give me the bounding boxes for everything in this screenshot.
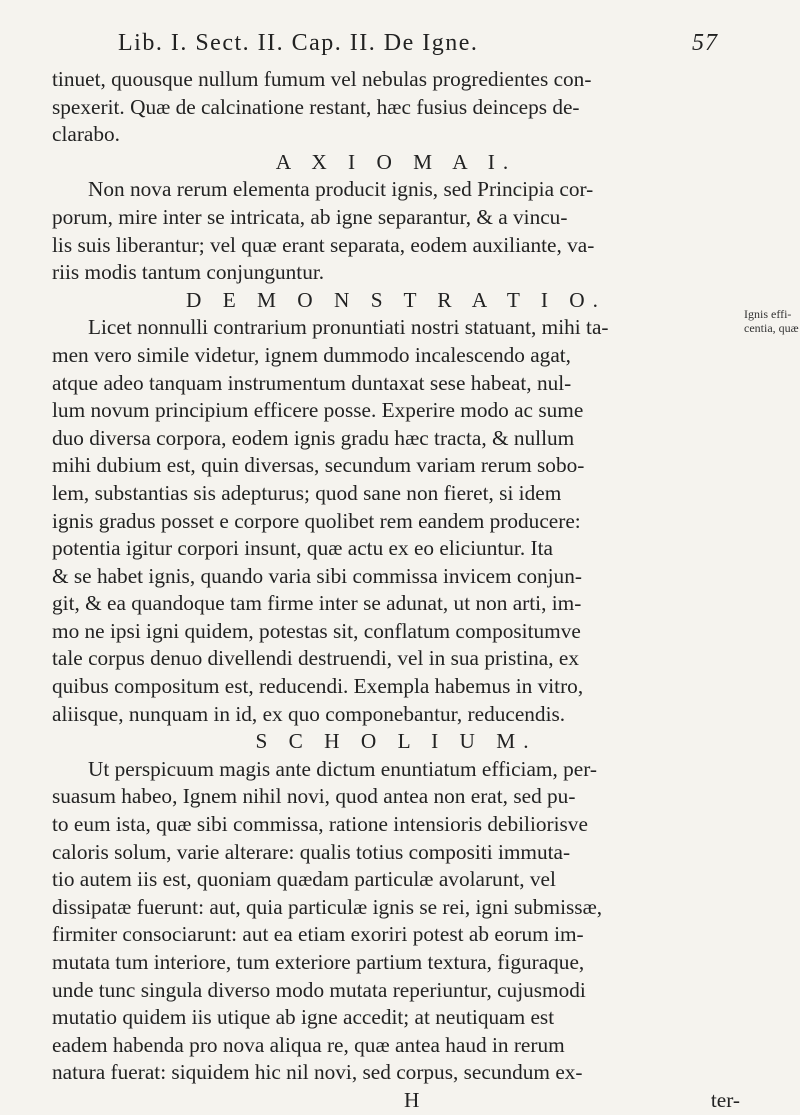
text-line: dissipatæ fuerunt: aut, quia particulæ ignis se rei, igni submissæ, xyxy=(52,894,603,919)
signature-mark: H xyxy=(404,1087,422,1112)
text-line: mo ne ipsi igni quidem, potestas sit, conflatum compositumve xyxy=(52,618,581,643)
text-line: porum, mire inter se intricata, ab igne separantur, & a vincu- xyxy=(52,204,568,229)
text-line: lum novum principium efficere posse. Experire modo ac sume xyxy=(52,398,584,423)
scholium-heading: S C H O L I U M. xyxy=(255,729,537,754)
text-line: ignis gradus posset e corpore quolibet rem eandem producere: xyxy=(52,508,581,533)
text-line: mutatio quidem iis utique ab igne accedit; at neutiquam est xyxy=(52,1005,555,1030)
text-line: riis modis tantum conjunguntur. xyxy=(52,260,325,285)
text-line: Ut perspicuum magis ante dictum enuntiatum efficiam, per- xyxy=(88,756,597,781)
text-line: tinuet, quousque nullum fumum vel nebulas progredientes con- xyxy=(52,67,592,91)
text-line: tale corpus denuo divellendi destruendi, vel in sua pristina, ex xyxy=(52,646,579,671)
text-line: clarabo. xyxy=(52,122,120,147)
text-line: spexerit. Quæ de calcinatione restant, hæc fusius deinceps de- xyxy=(52,94,580,119)
text-line: unde tunc singula diverso modo mutata reperiuntur, cujusmodi xyxy=(52,977,586,1002)
text-line: potentia igitur corpori insunt, quæ actu ex eo eliciuntur. Ita xyxy=(52,536,553,561)
text-line: duo diversa corpora, eodem ignis gradu hæc tracta, & nullum xyxy=(52,425,575,450)
body-text xyxy=(52,66,740,1115)
text-line: to eum ista, quæ sibi commissa, ratione intensioris debiliorisve xyxy=(52,812,588,837)
margin-note: Ignis effi- centia, quæ xyxy=(744,307,799,335)
text-line: natura fuerat: siquidem hic nil novi, sed corpus, secundum ex- xyxy=(52,1060,583,1085)
text-line: firmiter consociarunt: aut ea etiam exoriri potest ab eorum im- xyxy=(52,922,584,947)
text-line: Non nova rerum elementa producit ignis, sed Principia cor- xyxy=(88,177,594,202)
running-title: Lib. I. Sect. II. Cap. II. De Igne. xyxy=(118,30,479,56)
running-head xyxy=(118,30,718,57)
axiom-heading: A X I O M A I. xyxy=(275,149,517,174)
catchword-line xyxy=(52,1087,740,1115)
page-number: 57 xyxy=(692,30,718,56)
text-line: & se habet ignis, quando varia sibi commissa invicem conjun- xyxy=(52,563,582,588)
text-line: suasum habeo, Ignem nihil novi, quod antea non erat, sed pu- xyxy=(52,784,576,809)
text-line: mutata tum interiore, tum exteriore partium textura, figuraque, xyxy=(52,950,585,974)
text-line: lem, substantias sis adepturus; quod sane non fieret, si idem xyxy=(52,480,562,505)
demonstratio-heading: D E M O N S T R A T I O. xyxy=(185,287,606,312)
text-line: tio autem iis est, quoniam quædam particulæ avolarunt, vel xyxy=(52,867,556,892)
text-line: git, & ea quandoque tam firme inter se adunat, ut non arti, im- xyxy=(52,591,582,616)
text-line: Licet nonnulli contrarium pronuntiati nostri statuant, mihi ta- xyxy=(88,315,609,340)
text-line: aliisque, nunquam in id, ex quo componebantur, reducendis. xyxy=(52,701,566,726)
text-line: mihi dubium est, quin diversas, secundum variam rerum sobo- xyxy=(52,453,585,478)
text-line: lis suis liberantur; vel quæ erant separata, eodem auxiliante, va- xyxy=(52,232,595,257)
text-line: atque adeo tanquam instrumentum duntaxat sese habeat, nul- xyxy=(52,370,572,395)
catchword: ter- xyxy=(710,1087,740,1112)
text-line: eadem habenda pro nova aliqua re, quæ antea haud in rerum xyxy=(52,1032,565,1057)
text-line: caloris solum, varie alterare: qualis totius compositi immuta- xyxy=(52,839,571,864)
text-line: men vero simile videtur, ignem dummodo incalescendo agat, xyxy=(52,342,572,367)
text-line: quibus compositum est, reducendi. Exempla habemus in vitro, xyxy=(52,674,584,699)
